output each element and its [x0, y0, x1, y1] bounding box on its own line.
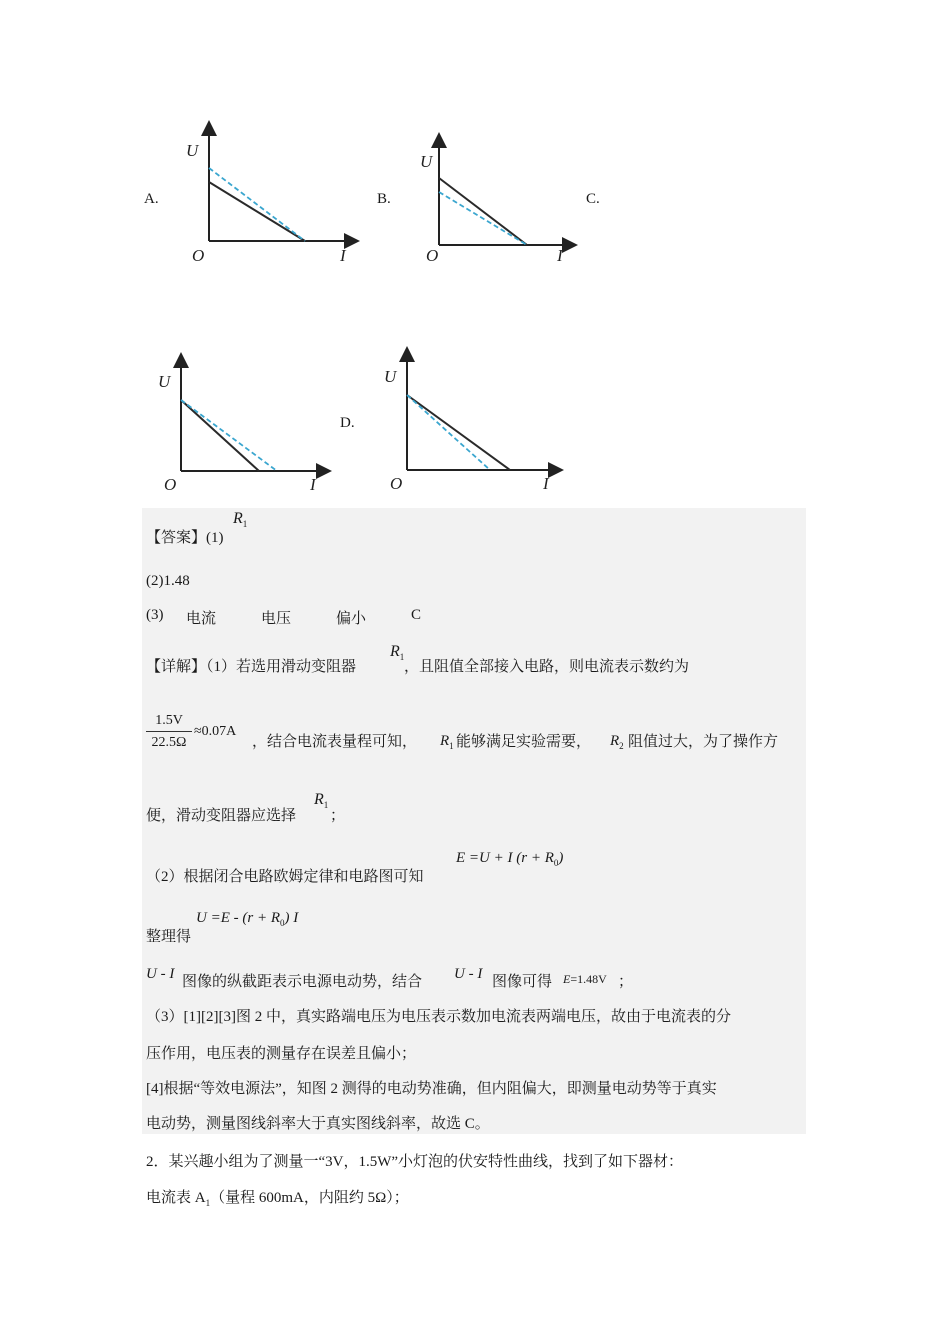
detail-p1b: ，且阻值全部接入电路，则电流表示数约为	[404, 659, 690, 675]
answer-part3-item: 电流	[186, 611, 217, 627]
emf-value: E=1.48V	[563, 972, 607, 986]
measured-line	[407, 395, 510, 470]
detail-p8: 压作用，电压表的测量存在误差且偏小；	[146, 1046, 417, 1062]
r1-symbol: $R_1$	[440, 733, 454, 751]
r1-symbol: $R_1$	[390, 643, 405, 662]
detail-p2a: ，结合电流表量程可知，	[252, 734, 418, 750]
y-axis-label: U	[384, 367, 397, 386]
detail-p6b: 图像可得	[492, 974, 553, 990]
detail-p2c: 阻值过大，为了操作方	[628, 734, 779, 750]
r1-symbol: $R_1$	[314, 791, 329, 810]
detail-p1a: 【详解】（1）若选用滑动变阻器	[146, 659, 357, 675]
x-axis-label: I	[543, 474, 549, 493]
measured-line	[181, 400, 259, 471]
graph-a	[180, 120, 360, 270]
measured-line	[209, 182, 305, 241]
ui-symbol: U - I	[146, 966, 175, 982]
detail-p5a: 整理得	[146, 929, 192, 945]
origin-label: O	[390, 474, 403, 493]
origin-label: O	[192, 246, 205, 265]
detail-p6c: ；	[618, 974, 634, 990]
answer-r1: $R_1$	[233, 510, 248, 529]
true-line-dashed	[181, 400, 277, 471]
x-axis-label: I	[340, 246, 346, 265]
true-line-dashed	[439, 192, 527, 245]
graph-d	[378, 346, 568, 496]
graph-c	[152, 350, 332, 495]
x-axis-label: I	[557, 246, 563, 265]
detail-p7: （3）[1][2][3]图 2 中，真实路端电压为电压表示数加电流表两端电压，故由于电流表的分	[146, 1009, 731, 1025]
x-axis-label: I	[310, 475, 316, 494]
detail-p3a: 便，滑动变阻器应选择	[146, 808, 297, 824]
true-line-dashed	[209, 168, 305, 241]
y-axis-label: U	[158, 372, 171, 391]
detail-p10: 电动势，测量图线斜率大于真实图线斜率，故选 C。	[146, 1116, 490, 1132]
approx-value: ≈0.07A	[194, 724, 237, 739]
origin-label: O	[164, 475, 177, 494]
measured-line	[439, 178, 527, 245]
answer-part3-item: 偏小	[336, 611, 367, 627]
equation-2: $U =E - (r + R_0)$ I	[196, 910, 299, 928]
answer-part2: (2)1.48	[146, 573, 190, 589]
question-2-line1: 2．某兴趣小组为了测量一“3V，1.5W”小灯泡的伏安特性曲线，找到了如下器材：	[146, 1154, 684, 1170]
origin-label: O	[426, 246, 439, 265]
equation-1: E =U + I $(r + R_0)$	[456, 850, 564, 868]
option-b-label: B.	[377, 191, 391, 207]
answer-label: 【答案】(1)	[146, 530, 224, 546]
ui-symbol: U - I	[454, 966, 483, 982]
detail-p3b: ；	[330, 808, 346, 824]
option-c-label: C.	[586, 191, 600, 207]
answer-part3-num: (3)	[146, 607, 164, 623]
detail-p9: [4]根据“等效电源法”，知图 2 测得的电动势准确，但内阻偏大，即测量电动势等于真实	[146, 1081, 717, 1097]
r2-symbol: $R_2$	[610, 733, 624, 751]
fraction-current: $\frac{1.5V}{22.5\Omega}$	[146, 713, 192, 751]
detail-p6a: 图像的纵截距表示电源电动势，结合	[182, 974, 423, 990]
detail-p4a: （2）根据闭合电路欧姆定律和电路图可知	[146, 869, 424, 885]
option-d-label: D.	[340, 415, 355, 431]
graph-b	[410, 126, 590, 271]
question-2-line2: 电流表 $A_1$（量程 600mA，内阻约 5Ω）；	[146, 1190, 409, 1208]
detail-p2b: 能够满足实验需要，	[456, 734, 592, 750]
true-line-dashed	[407, 395, 490, 470]
answer-part3-item: 电压	[261, 611, 292, 627]
option-a-label: A.	[144, 191, 159, 207]
y-axis-label: U	[420, 152, 433, 171]
y-axis-label: U	[186, 141, 199, 160]
answer-part3-item: C	[411, 607, 422, 623]
